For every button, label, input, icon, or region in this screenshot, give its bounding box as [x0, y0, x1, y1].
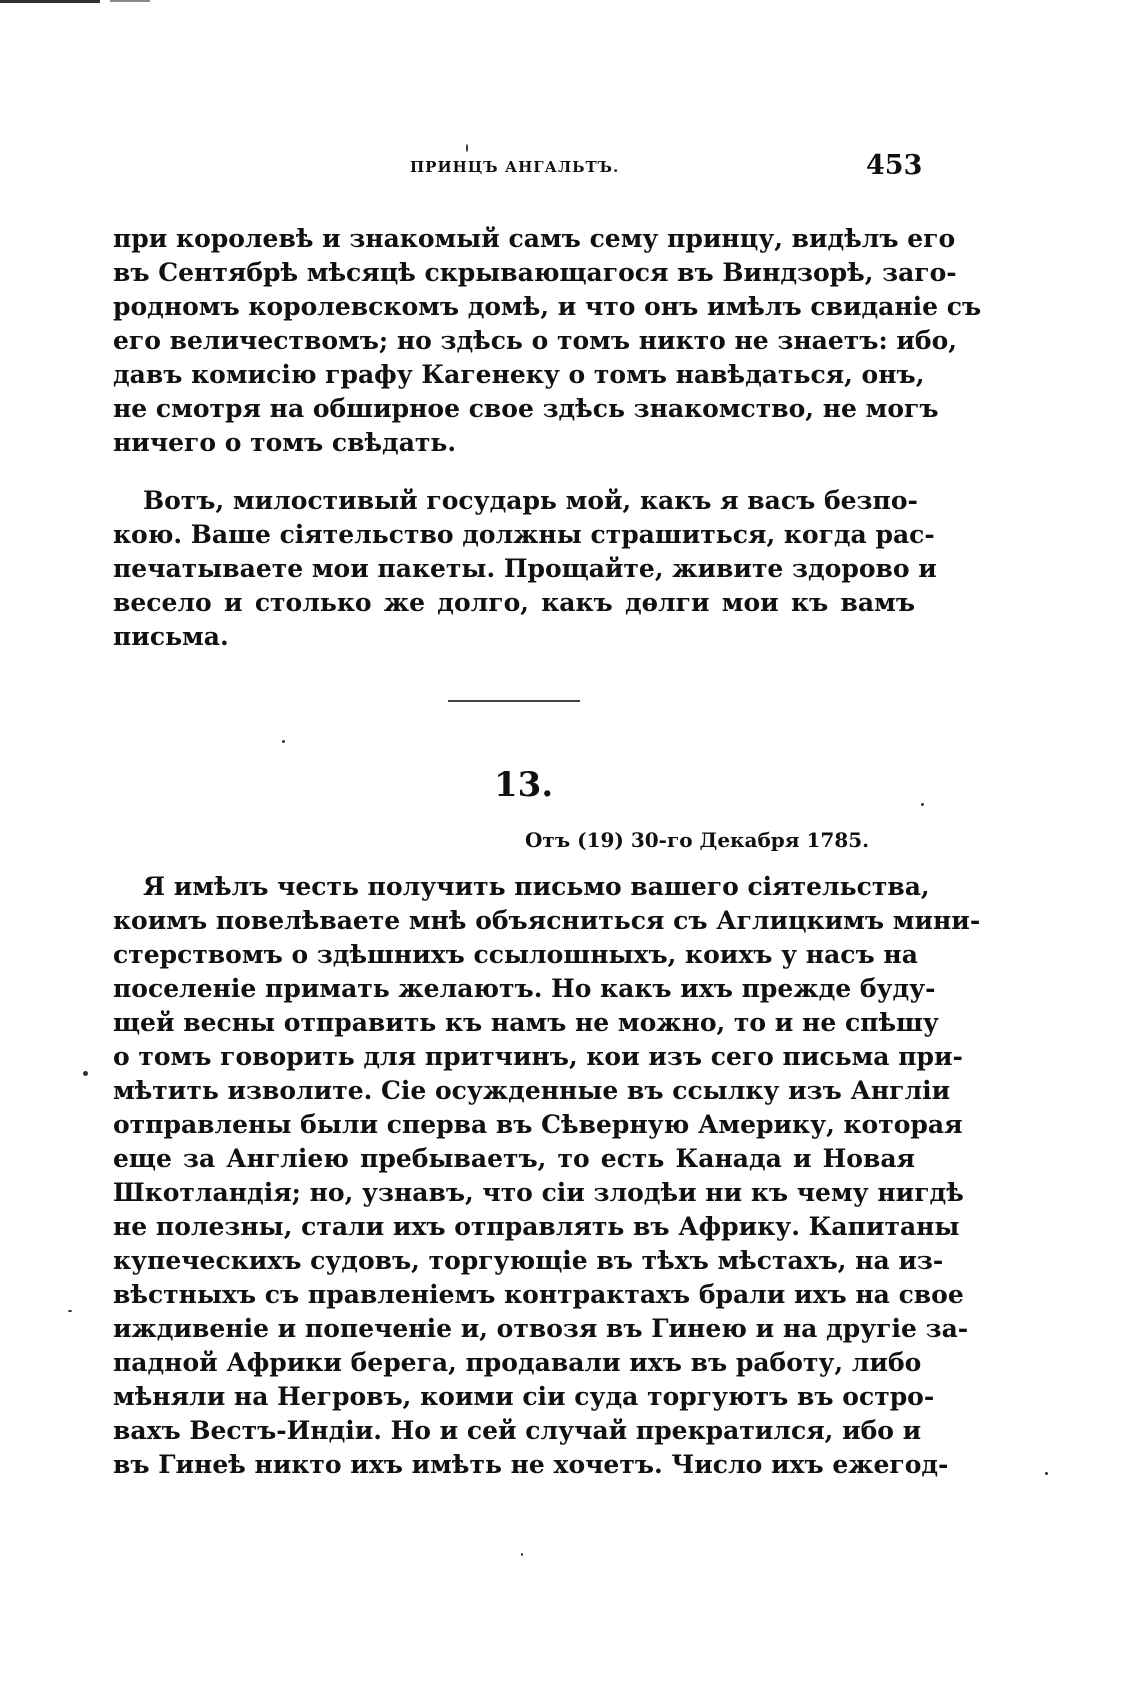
- letter-dateline: Отъ (19) 30-го Декабря 1785.: [525, 828, 870, 852]
- top-edge-rule-fragment: [110, 0, 150, 2]
- text-line: мѣтить изволите. Сіе осужденные въ ссылку изъ Англіи: [113, 1076, 951, 1105]
- text-line: не полезны, стали ихъ отправлять въ Африку. Капитаны: [113, 1212, 960, 1241]
- text-line: падной Африки берега, продавали ихъ въ работу, либо: [113, 1348, 922, 1377]
- text-line: коимъ повелѣваете мнѣ объясниться съ Аглицкимъ мини-: [113, 906, 981, 935]
- text-line: о томъ говорить для притчинъ, кои изъ сего письма при-: [113, 1042, 963, 1071]
- paragraph-closing: [113, 484, 937, 654]
- text-line: купеческихъ судовъ, торгующіе въ тѣхъ мѣстахъ, на из-: [113, 1246, 944, 1275]
- section-separator-rule: [448, 700, 580, 702]
- text-line: поселеніе примать желаютъ. Но какъ ихъ прежде буду-: [113, 974, 936, 1003]
- text-line: мѣняли на Негровъ, коими сіи суда торгуютъ въ остро-: [113, 1382, 935, 1411]
- text-line: иждивеніе и попеченіе и, отвозя въ Гинею и на другіе за-: [113, 1314, 969, 1343]
- letter-body-paragraph: [113, 870, 981, 1482]
- text-line: еще за Англіею пребываетъ, то есть Канада и Новая: [113, 1144, 915, 1173]
- text-line: письма.: [113, 622, 229, 651]
- text-line: стерствомъ о здѣшнихъ ссылошныхъ, коихъ у насъ на: [113, 940, 918, 969]
- text-line: въ Сентябрѣ мѣсяцѣ скрывающагося въ Виндзорѣ, заго-: [113, 258, 957, 287]
- text-line: Я имѣлъ честь получить письмо вашего сіятельства,: [143, 872, 930, 901]
- text-line: печатываете мои пакеты. Прощайте, живите здорово и: [113, 554, 937, 583]
- text-line: въ Гинеѣ никто ихъ имѣть не хочетъ. Число ихъ ежегод-: [113, 1450, 949, 1479]
- text-line: весело и столько же долго, какъ дѳлги мои къ вамъ: [113, 588, 915, 617]
- top-edge-rule: [0, 0, 100, 3]
- text-line: кою. Ваше сіятельство должны страшиться, когда рас-: [113, 520, 935, 549]
- text-line: его величествомъ; но здѣсь о томъ никто не знаетъ: ибо,: [113, 326, 957, 355]
- text-line: родномъ королевскомъ домѣ, и что онъ имѣлъ свиданіе съ: [113, 292, 982, 321]
- scan-speck: [1045, 1472, 1048, 1475]
- running-head: ПРИНЦЪ АНГАЛЬТЪ.: [410, 158, 620, 176]
- page-number: 453: [866, 150, 923, 181]
- scan-speck: [466, 144, 468, 152]
- paragraph-continued: [113, 222, 982, 460]
- scan-speck: [521, 1553, 523, 1556]
- scan-speck: [83, 1071, 88, 1076]
- scan-speck: [921, 803, 924, 806]
- text-line: ничего о томъ свѣдать.: [113, 428, 457, 457]
- scan-speck: [282, 740, 285, 743]
- text-line: не смотря на обширное свое здѣсь знакомство, не могъ: [113, 394, 939, 423]
- text-line: давъ комисію графу Кагенеку о томъ навѣдаться, онъ,: [113, 360, 925, 389]
- text-line: отправлены были сперва въ Сѣверную Америку, которая: [113, 1110, 963, 1139]
- scan-speck: [68, 1310, 72, 1312]
- text-line: при королевѣ и знакомый самъ сему принцу, видѣлъ его: [113, 224, 956, 253]
- text-line: Вотъ, милостивый государь мой, какъ я васъ безпо-: [143, 486, 918, 515]
- text-line: Шкотландія; но, узнавъ, что сіи злодѣи ни къ чему нигдѣ: [113, 1178, 964, 1207]
- text-line: вахъ Вестъ-Индіи. Но и сей случай прекратился, ибо и: [113, 1416, 922, 1445]
- text-line: щей весны отправить къ намъ не можно, то и не спѣшу: [113, 1008, 939, 1037]
- letter-number: 13.: [494, 765, 554, 805]
- text-line: вѣстныхъ съ правленіемъ контрактахъ брали ихъ на свое: [113, 1280, 964, 1309]
